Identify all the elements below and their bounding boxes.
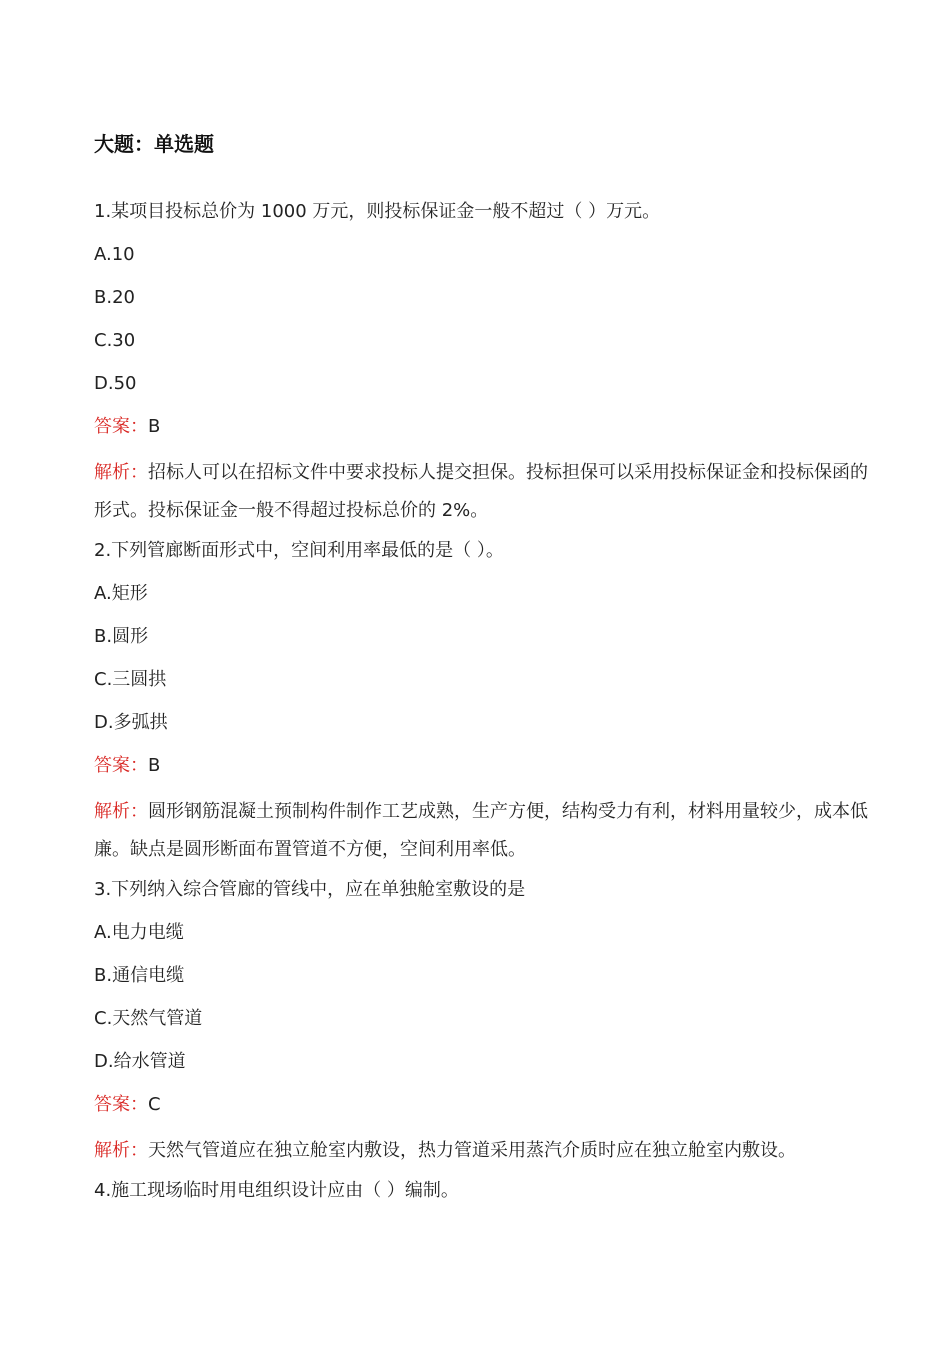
question-2 (94, 535, 874, 869)
question-stem: 2.下列管廊断面形式中，空间利用率最低的是（ ）。 (94, 540, 504, 561)
question-1 (94, 196, 874, 530)
answer-line (94, 1089, 874, 1121)
option-b: B.通信电缆 (94, 965, 185, 986)
option-a: A.矩形 (94, 583, 148, 604)
option-b: B.圆形 (94, 626, 149, 647)
analysis-label: 解析： (94, 801, 148, 822)
question-stem: 3.下列纳入综合管廊的管线中，应在单独舱室敷设的是 (94, 879, 526, 900)
option-b: B.20 (94, 287, 135, 308)
question-stem: 1.某项目投标总价为 1000 万元，则投标保证金一般不超过（ ）万元。 (94, 201, 661, 222)
section-title: 大题：单选题 (94, 132, 214, 156)
answer-line (94, 411, 874, 443)
analysis-label: 解析： (94, 1140, 148, 1161)
option-c: C.天然气管道 (94, 1008, 203, 1029)
option-d: D.多弧拱 (94, 712, 168, 733)
analysis-line (94, 1132, 874, 1170)
analysis-text: 圆形钢筋混凝土预制构件制作工艺成熟，生产方便，结构受力有利，材料用量较少，成本低廉。缺点是圆形断面布置管道不方便，空间利用率低。 (94, 801, 868, 860)
answer-label: 答案： (94, 1094, 148, 1115)
option-d: D.给水管道 (94, 1051, 186, 1072)
answer-label: 答案： (94, 755, 148, 776)
question-4 (94, 1175, 874, 1207)
option-a: A.10 (94, 244, 135, 265)
option-d: D.50 (94, 373, 137, 394)
option-c: C.30 (94, 330, 136, 351)
document-page (94, 128, 874, 1218)
answer-value: B (148, 416, 161, 437)
answer-value: B (148, 755, 161, 776)
answer-line (94, 750, 874, 782)
analysis-line (94, 793, 874, 869)
option-a: A.电力电缆 (94, 922, 184, 943)
analysis-line (94, 454, 874, 530)
analysis-text: 招标人可以在招标文件中要求投标人提交担保。投标担保可以采用投标保证金和投标保函的形式。投标保证金一般不得超过投标总价的 2%。 (94, 462, 868, 521)
question-3 (94, 874, 874, 1170)
question-stem: 4.施工现场临时用电组织设计应由（ ）编制。 (94, 1180, 459, 1201)
analysis-text: 天然气管道应在独立舱室内敷设，热力管道采用蒸汽介质时应在独立舱室内敷设。 (148, 1140, 796, 1161)
answer-label: 答案： (94, 416, 148, 437)
answer-value: C (148, 1094, 161, 1115)
analysis-label: 解析： (94, 462, 148, 483)
option-c: C.三圆拱 (94, 669, 167, 690)
